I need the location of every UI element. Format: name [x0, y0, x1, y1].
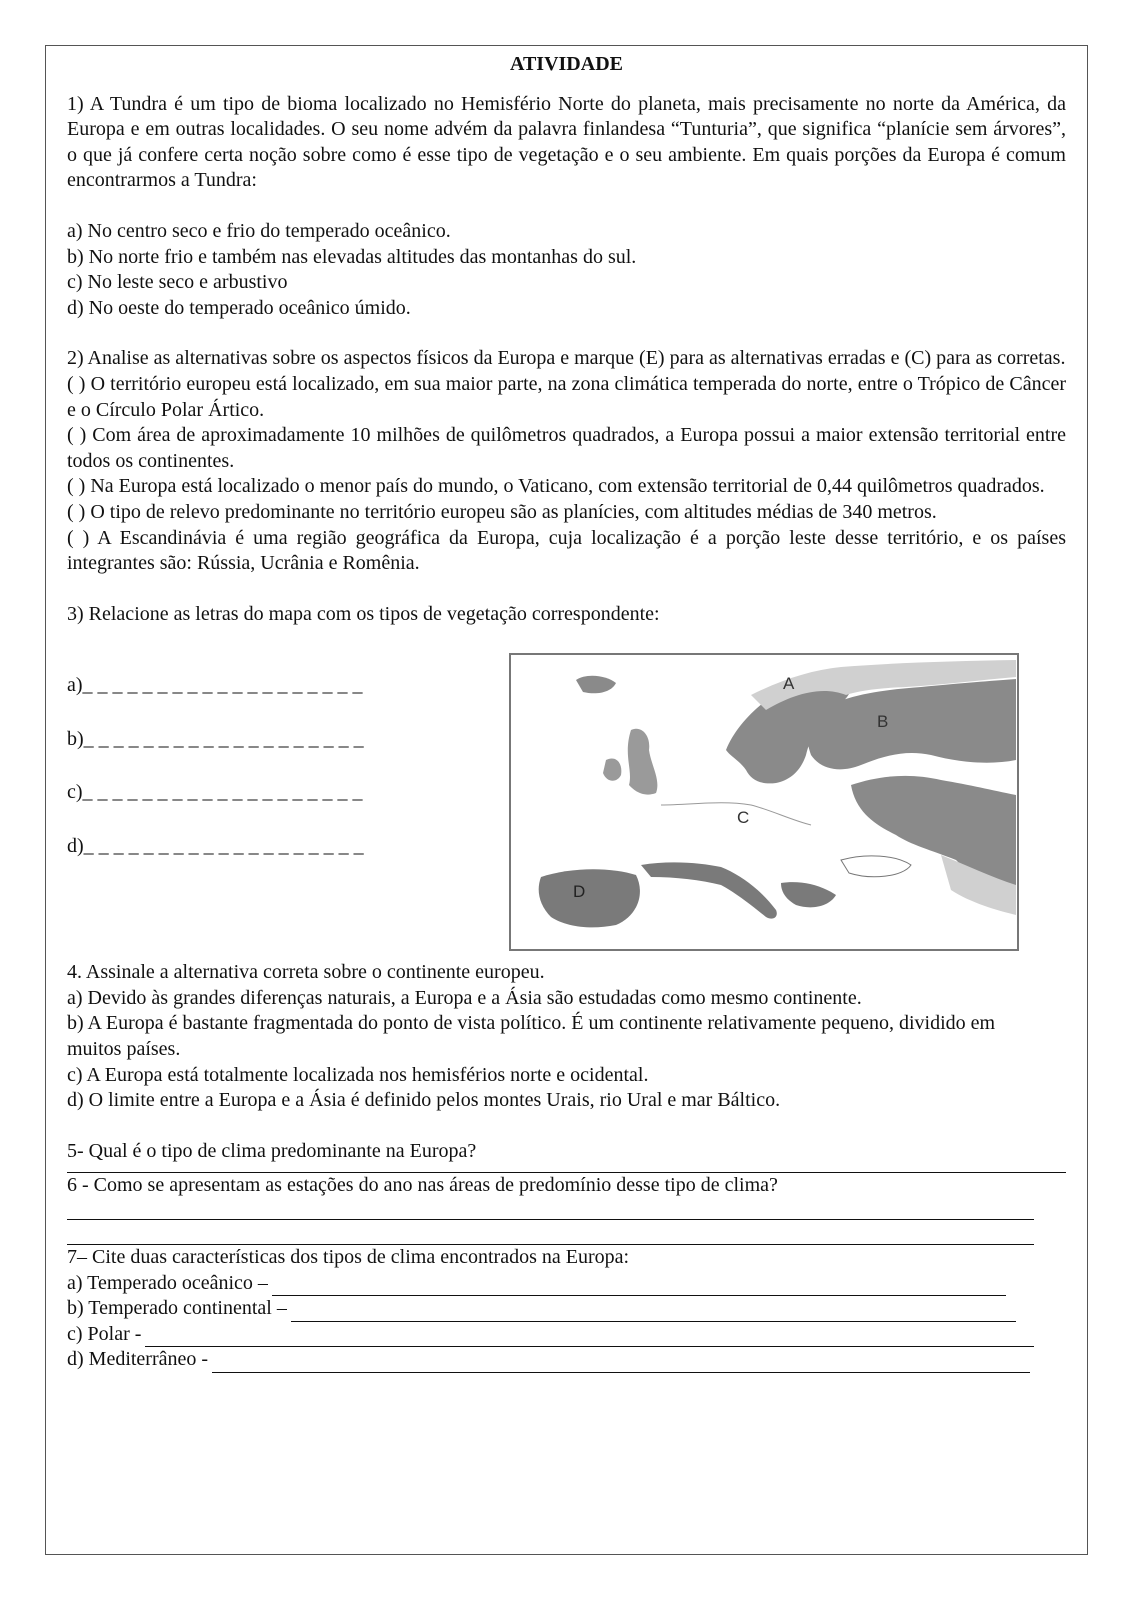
q7-item-c: c) Polar -	[67, 1322, 142, 1345]
question-4-option-b: b) A Europa é bastante fragmentada do ponto de vista político. É um continente relativamente pequeno, dividido em muitos países.	[67, 1012, 996, 1061]
answer-line-7b[interactable]	[67, 1296, 1016, 1322]
q7-item-b: b) Temperado continental –	[67, 1297, 287, 1320]
answer-blank-b[interactable]: b)_ _ _ _ _ _ _ _ _ _ _ _ _ _ _ _ _ _ _	[67, 727, 364, 750]
answer-blank-c[interactable]: c)_ _ _ _ _ _ _ _ _ _ _ _ _ _ _ _ _ _ _	[67, 781, 363, 804]
answer-line-5[interactable]	[67, 1164, 1066, 1173]
answer-line-7d[interactable]	[67, 1347, 1030, 1373]
iberia-shape	[539, 870, 640, 928]
q7-blank-b[interactable]	[291, 1303, 1016, 1322]
answer-line-7a[interactable]	[67, 1271, 1006, 1297]
answer-blank-d[interactable]: d)_ _ _ _ _ _ _ _ _ _ _ _ _ _ _ _ _ _ _	[67, 835, 364, 858]
answer-line-7c[interactable]	[67, 1322, 1034, 1348]
ireland-shape	[603, 759, 621, 781]
map-label-a: A	[783, 674, 795, 694]
answer-blank-a[interactable]: a)_ _ _ _ _ _ _ _ _ _ _ _ _ _ _ _ _ _ _	[67, 674, 363, 697]
map-label-b: B	[877, 712, 889, 732]
question-1-option-c: c) No leste seco e arbustivo	[67, 271, 288, 294]
map-graphic	[511, 655, 1017, 949]
answer-blanks	[67, 673, 364, 887]
question-2-item: ( ) Na Europa está localizado o menor país do mundo, o Vaticano, com extensão territorial de 0,44 quilômetros quadrados.	[67, 475, 1045, 498]
question-3-text: 3) Relacione as letras do mapa com os tipos de vegetação correspondente:	[67, 602, 660, 625]
answer-line-6a[interactable]	[67, 1199, 1034, 1220]
answer-line-6b[interactable]	[67, 1220, 1034, 1245]
question-2-item: ( ) O território europeu está localizado, em sua maior parte, na zona climática temperada do norte, entre o Trópico de Câncer e o Círculo Polar Ártico.	[67, 372, 1066, 421]
question-2-item: ( ) O tipo de relevo predominante no território europeu são as planícies, com altitudes médias de 340 metros.	[67, 500, 937, 523]
question-1-option-a: a) No centro seco e frio do temperado oceânico.	[67, 219, 451, 242]
question-4-option-a: a) Devido às grandes diferenças naturais, a Europa e a Ásia são estudadas como mesmo continente.	[67, 986, 862, 1009]
question-5-text: 5- Qual é o tipo de clima predominante na Europa?	[67, 1139, 477, 1162]
q7-item-d: d) Mediterrâneo -	[67, 1348, 209, 1371]
map-section	[67, 645, 1066, 950]
question-4-option-c: c) A Europa está totalmente localizada nos hemisférios norte e ocidental.	[67, 1063, 649, 1086]
q7-blank-c[interactable]	[145, 1328, 1034, 1347]
question-1-text: 1) A Tundra é um tipo de bioma localizado no Hemisfério Norte do planeta, mais precisamente no norte da América, da Europa e em outras localidades. O seu nome advém da palavra finlandesa “Tunturia”, que significa “planície sem árvores”, o que já confere certa noção sobre como é esse tipo de vegetação e o seu ambiente. Em quais porções da Europa é comum encontrarmos a Tundra:	[67, 92, 1066, 192]
q7-blank-a[interactable]	[272, 1277, 1006, 1296]
q7-item-a: a) Temperado oceânico –	[67, 1271, 268, 1294]
question-4-text: 4. Assinale a alternativa correta sobre o continente europeu.	[67, 961, 545, 984]
map-label-c: C	[737, 808, 750, 828]
question-2-text: 2) Analise as alternativas sobre os aspectos físicos da Europa e marque (E) para as alternativas erradas e (C) para as corretas.	[67, 347, 1066, 370]
question-7-text: 7– Cite duas características dos tipos de clima encontrados na Europa:	[67, 1246, 630, 1269]
question-2-item: ( ) A Escandinávia é uma região geográfica da Europa, cuja localização é a porção leste desse território, e os países integrantes são: Rússia, Ucrânia e Romênia.	[67, 526, 1066, 575]
page-title: ATIVIDADE	[510, 53, 623, 75]
question-6-text: 6 - Como se apresentam as estações do ano nas áreas de predomínio desse tipo de clima?	[67, 1174, 778, 1197]
question-2-item: ( ) Com área de aproximadamente 10 milhões de quilômetros quadrados, a Europa possui a maior extensão territorial entre todos os continentes.	[67, 424, 1066, 472]
map-label-d: D	[573, 882, 586, 902]
question-1-option-b: b) No norte frio e também nas elevadas altitudes das montanhas do sul.	[67, 245, 637, 268]
europe-vegetation-map	[509, 653, 1019, 951]
question-1-option-d: d) No oeste do temperado oceânico úmido.	[67, 296, 411, 319]
question-4-option-d: d) O limite entre a Europa e a Ásia é definido pelos montes Urais, rio Ural e mar Báltico.	[67, 1089, 781, 1112]
q7-blank-d[interactable]	[212, 1354, 1030, 1373]
worksheet-content	[67, 52, 1066, 1373]
